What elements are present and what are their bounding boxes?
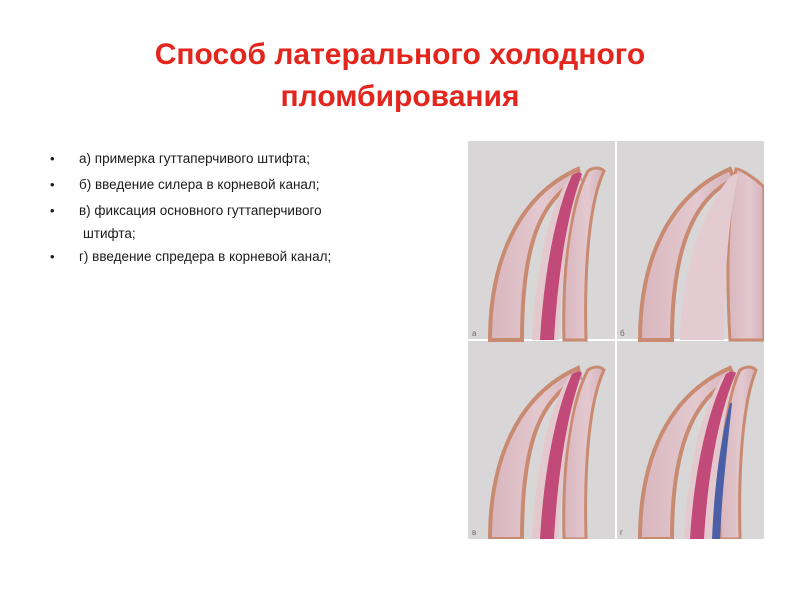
root-canal-figure [468,141,764,539]
bullet-text: в) фиксация основного гуттаперчивого [79,203,322,218]
bullet-text: б) введение силера в корневой канал; [79,177,320,192]
bullet-marker: • [50,249,55,264]
bullet-item [50,146,450,172]
title-line-2: пломбирования [280,80,520,113]
panel-label-b: б [620,329,625,338]
bullet-text: а) примерка гуттаперчивого штифта; [79,151,310,166]
slide-title [60,34,740,118]
bullet-text-continuation: штифта; [83,226,136,241]
figure-svg [468,141,764,539]
bullet-item [50,198,450,244]
bullet-item [50,172,450,198]
bullet-marker: • [50,177,55,192]
bullet-marker: • [50,203,55,218]
bullet-text: г) введение спредера в корневой канал; [79,249,332,264]
bullet-list [50,146,450,270]
panel-label-d: г [620,528,623,537]
bullet-marker: • [50,151,55,166]
title-line-1: Способ латерального холодного [154,38,646,71]
panel-label-c: в [472,528,477,537]
bullet-item [50,244,450,270]
panel-label-a: а [472,329,477,338]
